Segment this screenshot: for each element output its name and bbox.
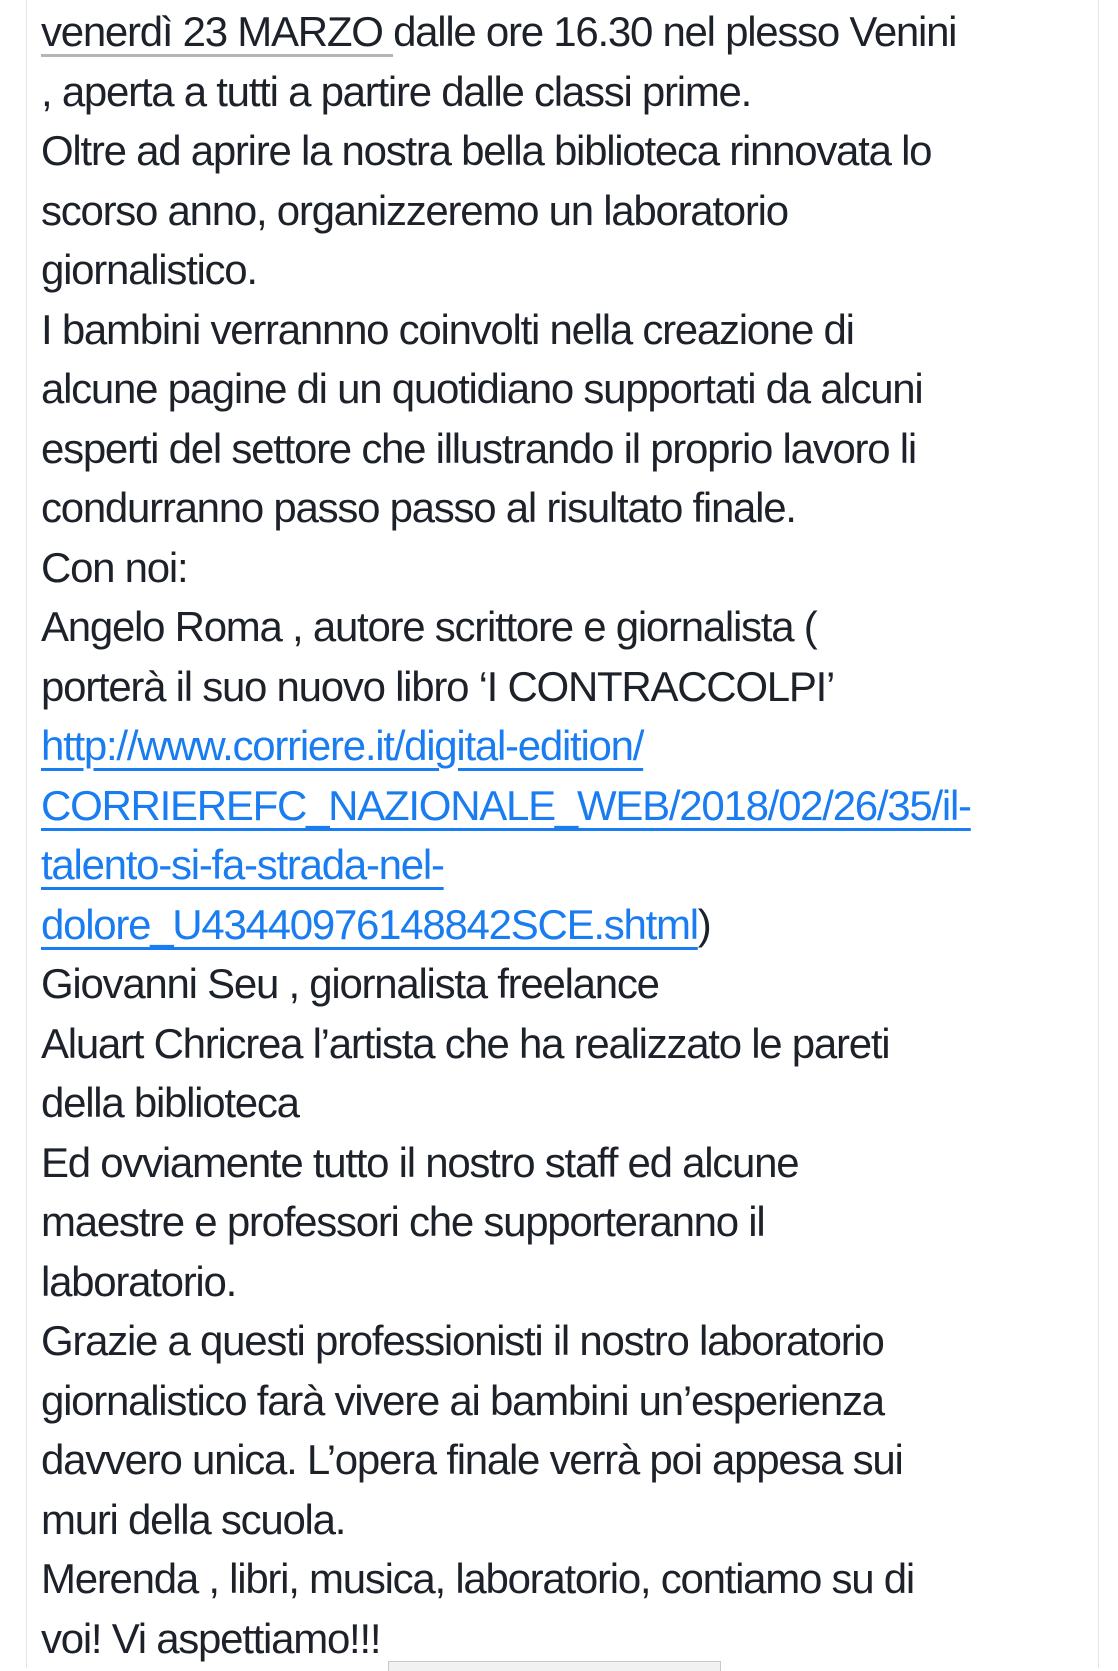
post-text: alcune pagine di un quotidiano supportati da alcuni bbox=[41, 365, 923, 412]
post-text: porterà il suo nuovo libro ‘I CONTRACCOLPI’ bbox=[41, 662, 835, 710]
post-text: Angelo Roma , autore scrittore e giornalista ( bbox=[41, 603, 817, 650]
post-line bbox=[41, 538, 1098, 598]
post-text: esperti del settore che illustrando il proprio lavoro li bbox=[41, 424, 916, 472]
post-text: Aluart Chricrea l’artista che ha realizzato le pareti bbox=[41, 1019, 890, 1067]
post-text: laboratorio. bbox=[41, 1257, 237, 1305]
post-line bbox=[41, 895, 1098, 955]
post-line bbox=[41, 1133, 1098, 1193]
post-text: condurranno passo passo al risultato finale. bbox=[41, 484, 796, 531]
post-text: giornalistico farà vivere ai bambini un’esperienza bbox=[41, 1376, 884, 1424]
article-link[interactable]: dolore_U43440976148842SCE.shtml bbox=[41, 900, 698, 948]
post-text: voi! Vi aspettiamo!!! bbox=[41, 1614, 381, 1662]
post-text: scorso anno, organizzeremo un laboratorio bbox=[41, 186, 788, 234]
post-text: Giovanni Seu , giornalista freelance bbox=[41, 960, 659, 1007]
post-text: giornalistico. bbox=[41, 246, 257, 293]
post-line bbox=[41, 716, 1098, 776]
post-text: Merenda , libri, musica, laboratorio, contiamo su di bbox=[41, 1555, 914, 1602]
post-line bbox=[41, 1549, 1098, 1609]
post-line bbox=[41, 954, 1098, 1014]
post-text: I bambini verrannno coinvolti nella creazione di bbox=[41, 305, 854, 353]
post-line bbox=[41, 1192, 1098, 1252]
post-line bbox=[41, 776, 1098, 836]
post-line bbox=[41, 1609, 1098, 1669]
post-text: Grazie a questi professionisti il nostro laboratorio bbox=[41, 1317, 884, 1364]
post-line bbox=[41, 1371, 1098, 1431]
post-line bbox=[41, 1073, 1098, 1133]
cutoff-bottom-button[interactable] bbox=[388, 1661, 721, 1671]
post-line bbox=[41, 657, 1098, 717]
post-line bbox=[41, 1430, 1098, 1490]
article-link[interactable]: http://www.corriere.it/digital-edition/ bbox=[41, 722, 644, 769]
post-text: ) bbox=[697, 900, 711, 948]
post-line bbox=[41, 1252, 1098, 1312]
article-link[interactable]: talento-si-fa-strada-nel- bbox=[41, 841, 444, 888]
post-text: Oltre ad aprire la nostra bella biblioteca rinnovata lo bbox=[41, 127, 932, 174]
post-line bbox=[41, 300, 1098, 360]
post-text: davvero unica. L’opera finale verrà poi appesa sui bbox=[41, 1436, 903, 1483]
post-line bbox=[41, 2, 1098, 62]
post-line bbox=[41, 359, 1098, 419]
post-text: Con noi: bbox=[41, 543, 188, 591]
post-text: maestre e professori che supporteranno il bbox=[41, 1198, 765, 1245]
post-line bbox=[41, 62, 1098, 122]
post-line bbox=[41, 419, 1098, 479]
event-date: venerdì 23 MARZO bbox=[41, 8, 394, 55]
post-line bbox=[41, 121, 1098, 181]
post-text: Ed ovviamente tutto il nostro staff ed alcune bbox=[41, 1138, 799, 1186]
post-line bbox=[41, 597, 1098, 657]
post-text: , aperta a tutti a partire dalle classi prime. bbox=[41, 67, 752, 115]
post-line bbox=[41, 1490, 1098, 1550]
post-line bbox=[41, 240, 1098, 300]
post-text: dalle ore 16.30 nel plesso Venini bbox=[393, 8, 957, 55]
post-line bbox=[41, 1311, 1098, 1371]
post-body bbox=[26, 0, 1099, 1668]
post-line bbox=[41, 181, 1098, 241]
post-line bbox=[41, 835, 1098, 895]
post-text: muri della scuola. bbox=[41, 1495, 346, 1543]
post-text: della biblioteca bbox=[41, 1079, 299, 1126]
post-line bbox=[41, 1014, 1098, 1074]
post-line bbox=[41, 478, 1098, 538]
article-link[interactable]: CORRIEREFC_NAZIONALE_WEB/2018/02/26/35/il- bbox=[41, 781, 971, 829]
